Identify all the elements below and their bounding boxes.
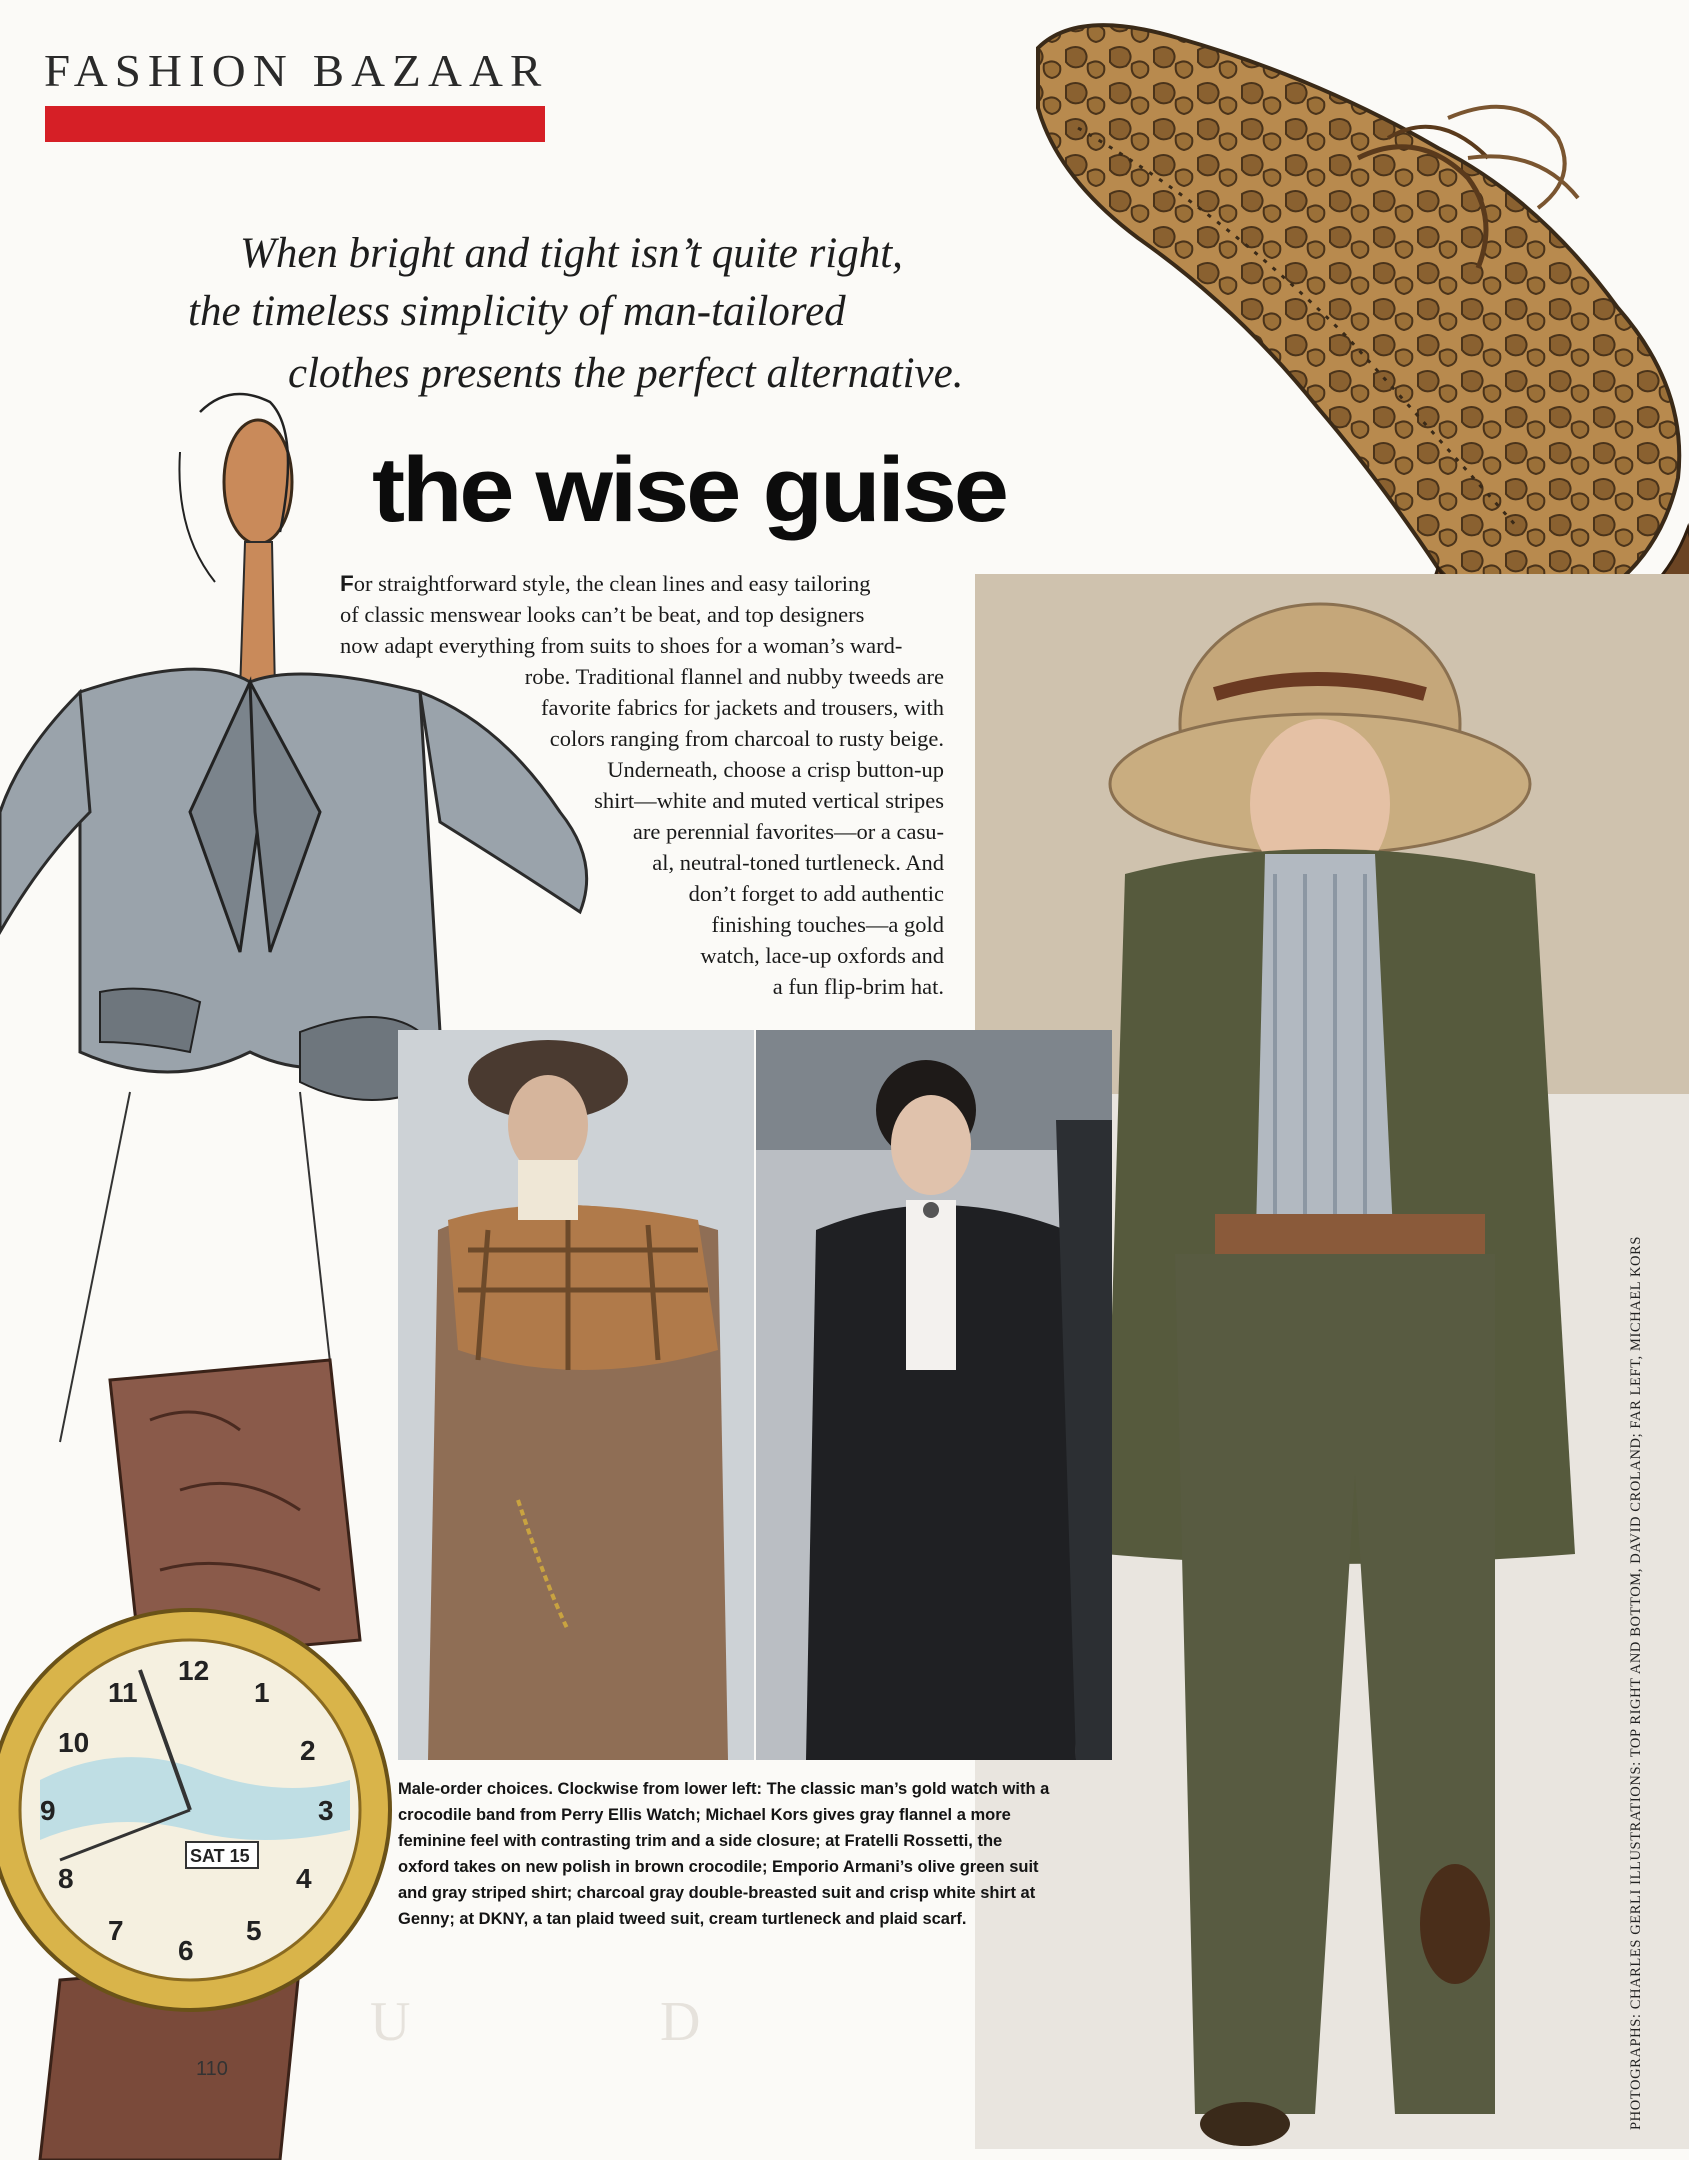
body-line: al, neutral-toned turtleneck. And xyxy=(652,850,944,875)
numeral-4: 4 xyxy=(296,1863,312,1894)
section-accent-bar xyxy=(45,106,545,142)
article-body xyxy=(340,568,944,1002)
ghost-letter: U xyxy=(370,1991,411,2053)
body-line: are perennial favorites—or a casu- xyxy=(632,819,944,844)
body-line xyxy=(340,568,944,599)
caption-line: feminine feel with contrasting trim and a side closure; at Fratelli Rossetti, the xyxy=(398,1832,1003,1850)
deck-line: clothes presents the perfect alternative. xyxy=(288,350,964,397)
body-first-line: or straightforward style, the clean lines and easy tailoring xyxy=(353,571,871,596)
caption-line: and gray striped shirt; charcoal gray double-breasted suit and crisp white shirt at xyxy=(398,1884,1036,1902)
photo-caption xyxy=(398,1776,1118,1932)
numeral-12: 12 xyxy=(178,1655,210,1686)
numeral-6: 6 xyxy=(178,1935,194,1966)
body-line: Underneath, choose a crisp button-up xyxy=(607,757,944,782)
watch-date-window: SAT 15 xyxy=(190,1846,250,1866)
numeral-8: 8 xyxy=(58,1863,74,1894)
section-header: FASHION BAZAAR xyxy=(44,45,549,96)
caption-line: oxford takes on new polish in brown crocodile; Emporio Armani’s olive green suit xyxy=(398,1858,1039,1876)
caption-line: crocodile band from Perry Ellis Watch; Michael Kors gives gray flannel a more xyxy=(398,1806,1011,1824)
body-line: of classic menswear looks can’t be beat, and top designers xyxy=(340,602,865,627)
article-headline: the wise guise xyxy=(372,439,1006,541)
body-dropcap: F xyxy=(340,571,354,596)
deck-line: the timeless simplicity of man-tailored xyxy=(188,288,846,335)
numeral-5: 5 xyxy=(246,1915,262,1946)
numeral-2: 2 xyxy=(300,1735,316,1766)
body-line: favorite fabrics for jackets and trousers, with xyxy=(541,695,944,720)
numeral-3: 3 xyxy=(318,1795,334,1826)
page-number: 110 xyxy=(196,2058,228,2080)
numeral-1: 1 xyxy=(254,1677,270,1708)
gold-watch-illustration xyxy=(0,1340,420,2160)
numeral-7: 7 xyxy=(108,1915,124,1946)
photo-credits: PHOTOGRAPHS: CHARLES GERLI ILLUSTRATIONS: TOP RIGHT AND BOTTOM, DAVID CROLAND; FAR LEFT, MICHAEL KORS xyxy=(1628,1235,1644,2130)
caption-line: Male-order choices. Clockwise from lower left: The classic man’s gold watch with a xyxy=(398,1780,1050,1798)
numeral-11: 11 xyxy=(108,1677,138,1708)
photo-double-breasted-suit xyxy=(756,1030,1112,1760)
body-line: now adapt everything from suits to shoes for a woman’s ward- xyxy=(340,633,903,658)
body-line: finishing touches—a gold xyxy=(711,912,944,937)
caption-line: Genny; at DKNY, a tan plaid tweed suit, cream turtleneck and plaid scarf. xyxy=(398,1910,967,1928)
body-line: don’t forget to add authentic xyxy=(688,881,944,906)
body-line: colors ranging from charcoal to rusty beige. xyxy=(549,726,944,751)
numeral-9: 9 xyxy=(40,1795,56,1826)
body-line: watch, lace-up oxfords and xyxy=(700,943,944,968)
body-line: a fun flip-brim hat. xyxy=(772,974,944,999)
deck-line: When bright and tight isn’t quite right, xyxy=(240,230,903,277)
photo-plaid-scarf xyxy=(398,1030,754,1760)
ghost-letter: D xyxy=(660,1991,701,2053)
body-line: robe. Traditional flannel and nubby tweeds are xyxy=(524,664,944,689)
body-line: shirt—white and muted vertical stripes xyxy=(594,788,944,813)
numeral-10: 10 xyxy=(58,1727,90,1758)
